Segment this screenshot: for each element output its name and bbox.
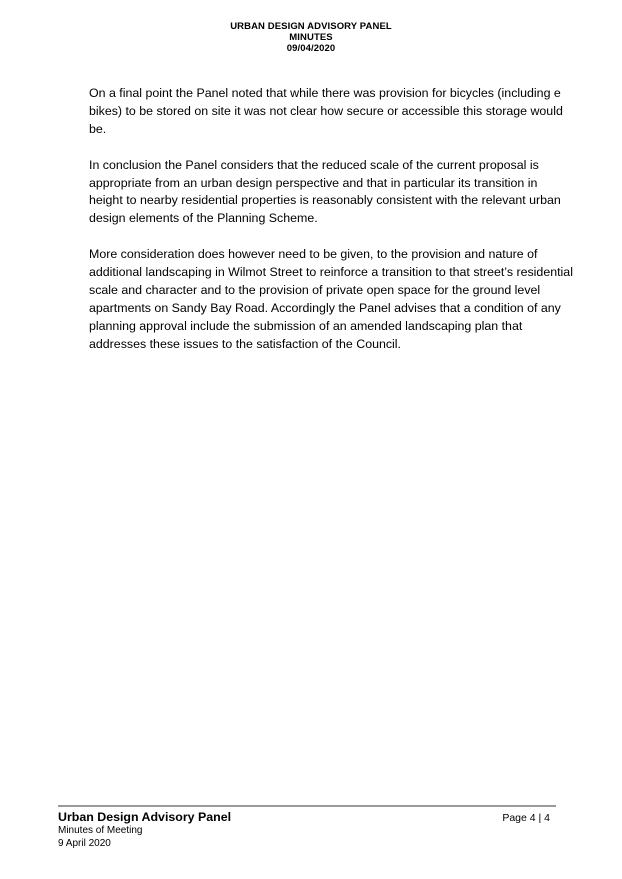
page-header xyxy=(0,21,622,54)
paragraph-landscaping-condition: More consideration does however need to be given, to the provision and nature of additional landscaping in Wilmot Street to reinforce a transition to that street’s residential scale and character and to the provision of private open space for the ground level apartments on Sandy Bay Road. Accordingly the Panel advises that a condition of any planning approval include the submission of an amended landscaping plan that addresses these issues to the satisfaction of the Council. xyxy=(89,247,573,351)
paragraph-conclusion: In conclusion the Panel considers that the reduced scale of the current proposal is appropriate from an urban design perspective and that in particular its transition in height to nearby residential properties is reasonably consistent with the relevant urban design elements of the Planning Scheme. xyxy=(89,157,561,226)
footer-divider xyxy=(58,805,556,807)
footer-title: Urban Design Advisory Panel xyxy=(58,810,232,824)
header-date: 09/04/2020 xyxy=(286,43,336,54)
minutes-body xyxy=(89,85,573,371)
header-panel-title: URBAN DESIGN ADVISORY PANEL xyxy=(230,21,392,32)
paragraph-bicycle-storage: On a final point the Panel noted that while there was provision for bicycles (including e bikes) to be stored on site it was not clear how secure or accessible this storage would be. xyxy=(89,86,563,136)
footer-date: 9 April 2020 xyxy=(58,838,111,849)
footer-subtitle: Minutes of Meeting xyxy=(58,825,143,836)
header-minutes-label: MINUTES xyxy=(289,32,333,43)
page-number: Page 4 | 4 xyxy=(502,812,550,824)
